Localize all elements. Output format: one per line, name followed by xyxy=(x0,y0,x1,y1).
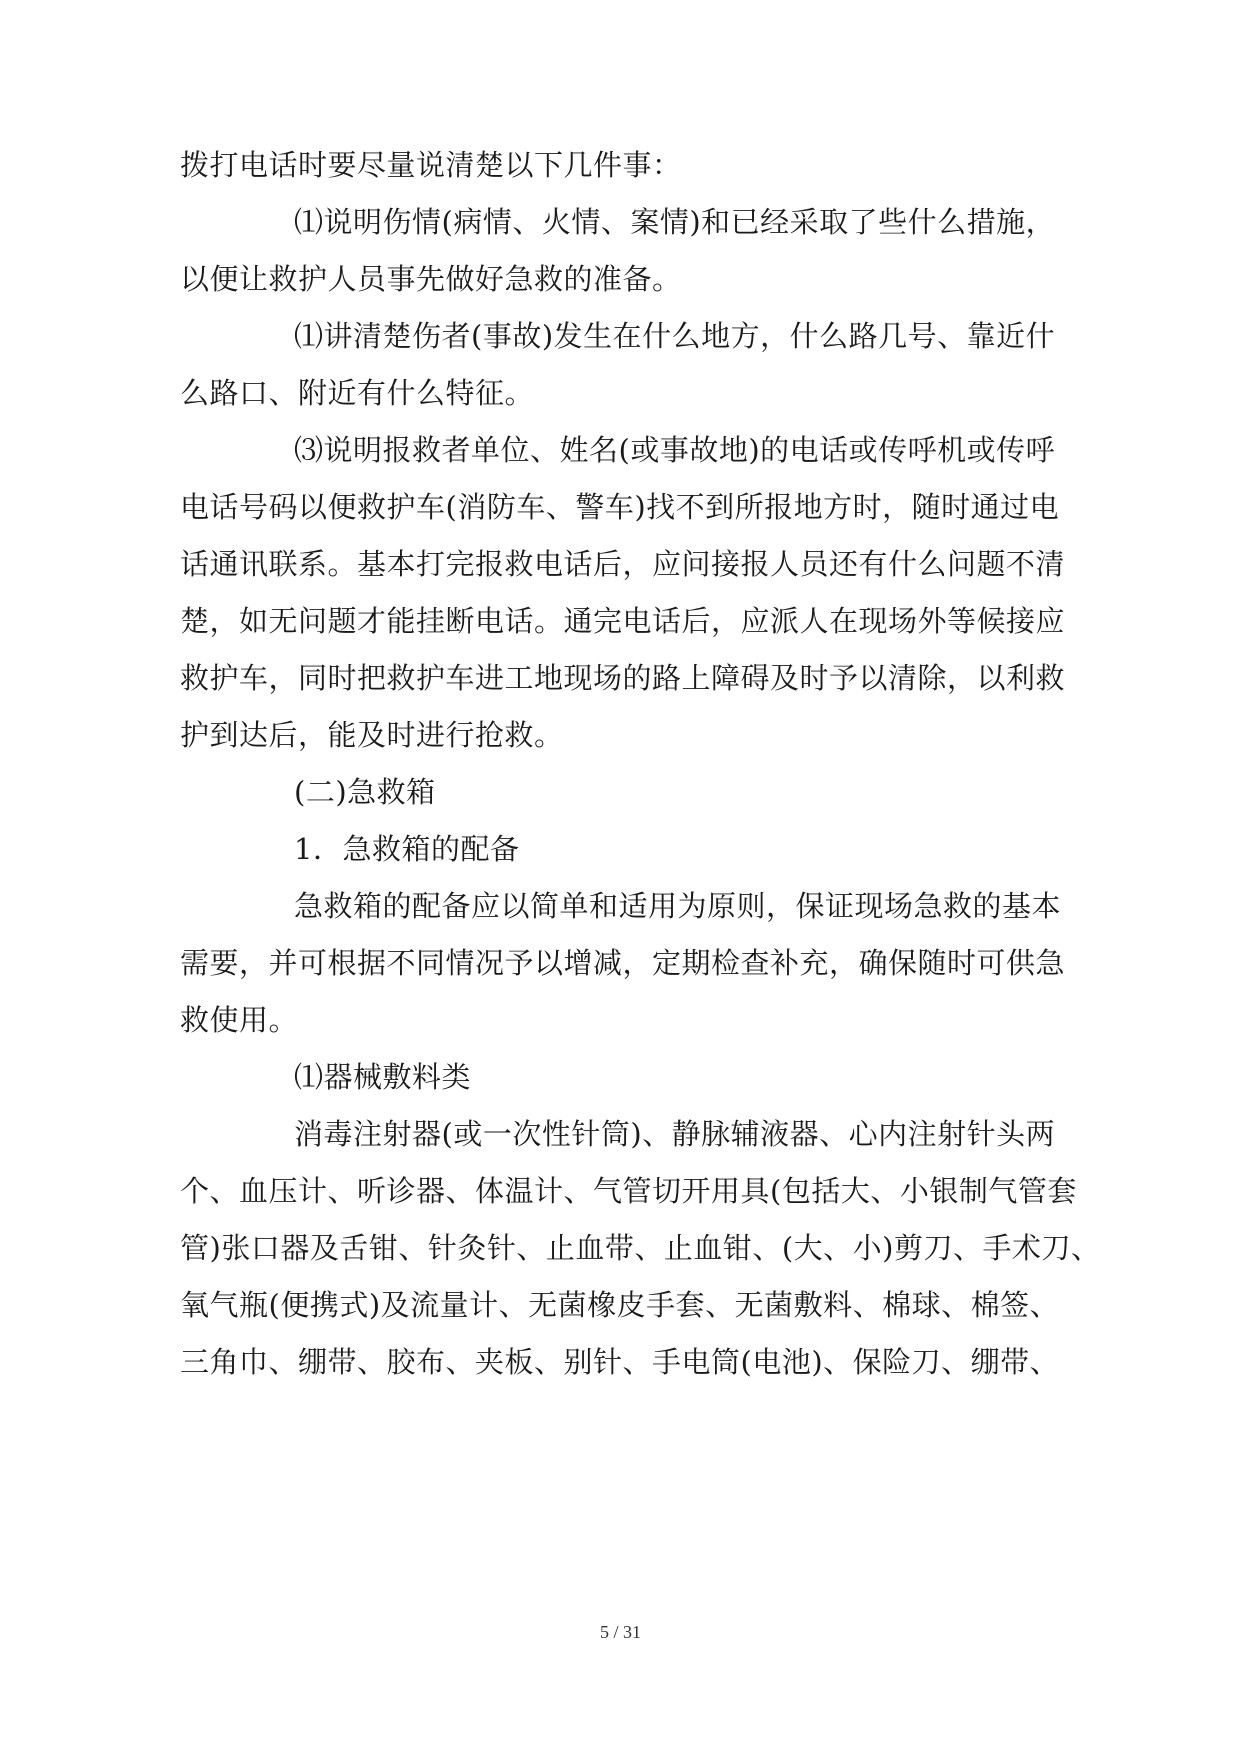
text-line: 救护车，同时把救护车进工地现场的路上障碍及时予以清除，以利救 xyxy=(180,661,1066,695)
text-line: ⑶说明报救者单位、姓名(或事故地)的电话或传呼机或传呼 xyxy=(294,433,1056,467)
text-line: 消毒注射器(或一次性针筒)、静脉辅液器、心内注射针头两 xyxy=(294,1117,1056,1151)
list-heading: ⑴器械敷料类 xyxy=(294,1060,472,1094)
text-line: 话通讯联系。基本打完报救电话后，应问接报人员还有什么问题不清 xyxy=(180,547,1066,581)
text-line: 救使用。 xyxy=(180,1003,299,1037)
text-line: 需要，并可根据不同情况予以增减，定期检查补充，确保随时可供急 xyxy=(180,946,1066,980)
text-line: 么路口、附近有什么特征。 xyxy=(180,376,535,410)
subsection-heading: 1．急救箱的配备 xyxy=(294,832,520,866)
text-line: 管)张口器及舌钳、针灸针、止血带、止血钳、(大、小)剪刀、手术刀、 xyxy=(180,1231,1101,1265)
text-line: 个、血压计、听诊器、体温计、气管切开用具(包括大、小银制气管套 xyxy=(180,1174,1077,1208)
text-line: 拨打电话时要尽量说清楚以下几件事： xyxy=(180,148,682,182)
text-line: 护到达后，能及时进行抢救。 xyxy=(180,718,564,752)
page-number: 5 / 31 xyxy=(599,1622,641,1642)
text-line: ⑴说明伤情(病情、火情、案情)和已经采取了些什么措施， xyxy=(294,205,1056,239)
text-line: 急救箱的配备应以简单和适用为原则，保证现场急救的基本 xyxy=(294,889,1062,923)
text-line: ⑴讲清楚伤者(事故)发生在什么地方，什么路几号、靠近什 xyxy=(294,319,1056,353)
text-line: 三角巾、绷带、胶布、夹板、别针、手电筒(电池)、保险刀、绷带、 xyxy=(180,1345,1060,1379)
text-line: 氧气瓶(便携式)及流量计、无菌橡皮手套、无菌敷料、棉球、棉签、 xyxy=(180,1288,1060,1322)
section-heading: (二)急救箱 xyxy=(294,775,436,809)
text-line: 楚，如无问题才能挂断电话。通完电话后，应派人在现场外等候接应 xyxy=(180,604,1066,638)
text-line: 电话号码以便救护车(消防车、警车)找不到所报地方时，随时通过电 xyxy=(180,490,1060,524)
text-line: 以便让救护人员事先做好急救的准备。 xyxy=(180,262,682,296)
